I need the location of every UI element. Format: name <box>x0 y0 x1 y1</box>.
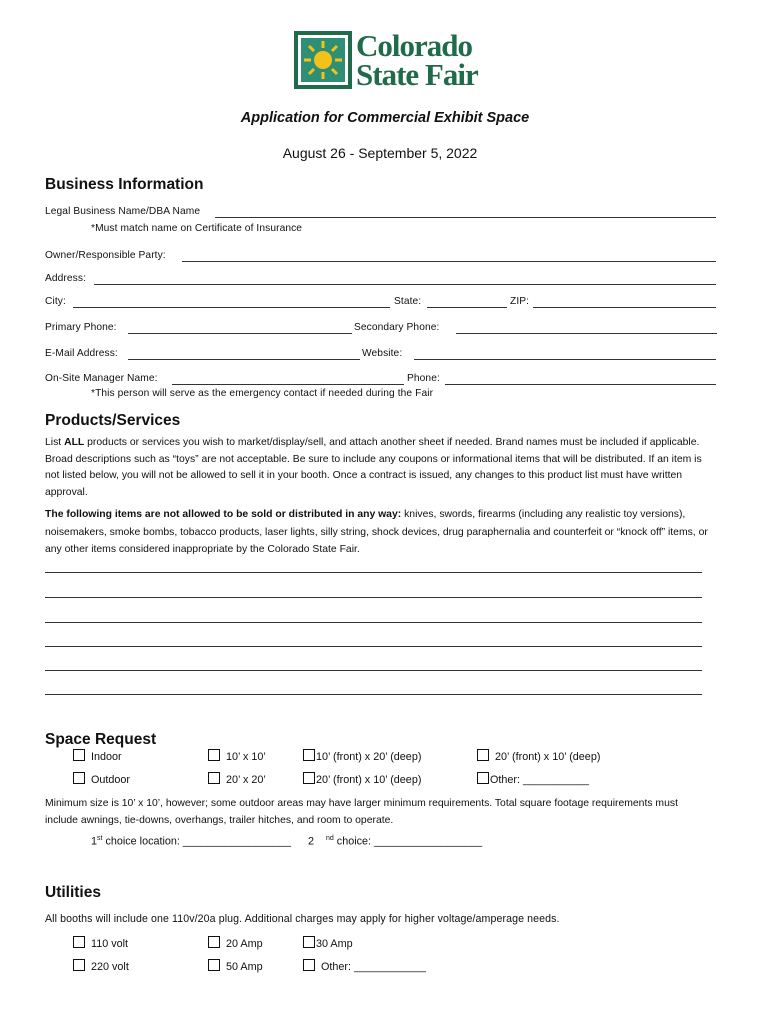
option-outdoor[interactable]: Outdoor <box>73 772 130 786</box>
email-label: E-Mail Address: <box>45 348 118 359</box>
checkbox[interactable] <box>477 772 489 784</box>
form-title: Application for Commercial Exhibit Space <box>240 110 530 126</box>
state-field[interactable] <box>427 307 507 308</box>
onsite-phone-field[interactable] <box>445 384 716 385</box>
prohibited-items-text: The following items are not allowed to be sold or distributed in any way: knives, swords, firearms (including any realistic toy versions), noisemakers, smoke bombs, tobacco products, laser lights, silly string, shock devices, drug paraphernalia and counterfeit or “knock off” items, or any other items considered inappropriate by the Colorado State Fair. <box>45 509 708 555</box>
checkbox[interactable] <box>303 749 315 761</box>
option-indoor[interactable]: Indoor <box>73 749 122 763</box>
option-20-amp[interactable]: 20 Amp <box>208 936 263 950</box>
state-label: State: <box>394 296 422 307</box>
option-20x10-b[interactable]: 20’ (front) x 10’ (deep) <box>303 772 421 786</box>
owner-label: Owner/Responsible Party: <box>45 250 166 261</box>
products-instructions: List ALL products or services you wish to market/display/sell, and attach another sheet if needed. Brand names must be included if applicable. Broad descriptions such as “toys” are not acceptable. Be sure to include any coupons or informational items that will be distributed. If an item is not listed below, you will not be allowed to sell it in your booth. Once a contract is issued, any changes to this product list must have written approval. <box>45 437 702 498</box>
legal-name-label: Legal Business Name/DBA Name <box>45 206 201 217</box>
checkbox[interactable] <box>73 772 85 784</box>
zip-field[interactable] <box>533 307 716 308</box>
website-field[interactable] <box>414 359 716 360</box>
products-heading: Products/Services <box>45 412 181 429</box>
option-110-volt[interactable]: 110 volt <box>73 936 128 950</box>
option-other-space[interactable]: Other: ___________ <box>477 772 589 786</box>
minimum-size-text: Minimum size is 10’ x 10’, however; some outdoor areas may have larger minimum requirements. Total square footage requirements must include awnings, tie-downs, overhangs, trailer hitches, and room to operate. <box>45 798 678 826</box>
checkbox[interactable] <box>303 936 315 948</box>
logo <box>294 28 484 92</box>
onsite-manager-label: On-Site Manager Name: <box>45 373 158 384</box>
product-line[interactable] <box>45 670 702 671</box>
city-field[interactable] <box>73 307 390 308</box>
email-field[interactable] <box>128 359 360 360</box>
option-other-utility[interactable]: Other: ____________ <box>303 959 426 973</box>
product-line[interactable] <box>45 694 702 695</box>
secondary-phone-field[interactable] <box>456 333 717 334</box>
checkbox[interactable] <box>303 772 315 784</box>
business-heading: Business Information <box>45 176 204 193</box>
website-label: Website: <box>362 348 403 359</box>
checkbox[interactable] <box>73 936 85 948</box>
product-line[interactable] <box>45 572 702 573</box>
onsite-note: *This person will serve as the emergency contact if needed during the Fair <box>91 388 434 399</box>
checkbox[interactable] <box>73 959 85 971</box>
owner-field[interactable] <box>182 261 716 262</box>
checkbox[interactable] <box>477 749 489 761</box>
second-choice-location[interactable]: 2 $^{nd}$ choice: __________________ <box>308 835 483 848</box>
logo-line-2: State Fair <box>356 57 478 92</box>
option-10x10[interactable]: 10’ x 10’ <box>208 749 266 763</box>
legal-name-note: *Must match name on Certificate of Insurance <box>91 223 303 234</box>
checkbox[interactable] <box>208 772 220 784</box>
first-choice-location[interactable]: 1st choice location: __________________ <box>91 835 291 848</box>
product-line[interactable] <box>45 646 702 647</box>
city-label: City: <box>45 296 66 307</box>
option-10x20[interactable]: 10’ (front) x 20’ (deep) <box>303 749 421 763</box>
checkbox[interactable] <box>73 749 85 761</box>
checkbox[interactable] <box>208 749 220 761</box>
product-line[interactable] <box>45 597 702 598</box>
checkbox[interactable] <box>208 959 220 971</box>
checkbox[interactable] <box>208 936 220 948</box>
utilities-text: All booths will include one 110v/20a plug. Additional charges may apply for higher voltage/amperage needs. <box>45 913 560 925</box>
option-30-amp[interactable]: 30 Amp <box>303 936 353 950</box>
space-heading: Space Request <box>45 731 157 748</box>
primary-phone-label: Primary Phone: <box>45 322 117 333</box>
address-label: Address: <box>45 273 87 284</box>
secondary-phone-label: Secondary Phone: <box>354 322 440 333</box>
sun-icon <box>294 31 352 89</box>
address-field[interactable] <box>94 284 716 285</box>
primary-phone-field[interactable] <box>128 333 352 334</box>
option-220-volt[interactable]: 220 volt <box>73 959 129 973</box>
zip-label: ZIP: <box>510 296 530 307</box>
logo-line-1: Colorado <box>356 28 472 63</box>
product-line[interactable] <box>45 622 702 623</box>
utilities-heading: Utilities <box>45 884 101 901</box>
option-20x20[interactable]: 20’ x 20’ <box>208 772 266 786</box>
onsite-phone-label: Phone: <box>407 373 440 384</box>
form-dates: August 26 - September 5, 2022 <box>282 145 478 161</box>
checkbox[interactable] <box>303 959 315 971</box>
onsite-manager-field[interactable] <box>172 384 404 385</box>
legal-name-field[interactable] <box>215 217 716 218</box>
option-20x10-a[interactable]: 20’ (front) x 10’ (deep) <box>477 749 600 763</box>
option-50-amp[interactable]: 50 Amp <box>208 959 263 973</box>
